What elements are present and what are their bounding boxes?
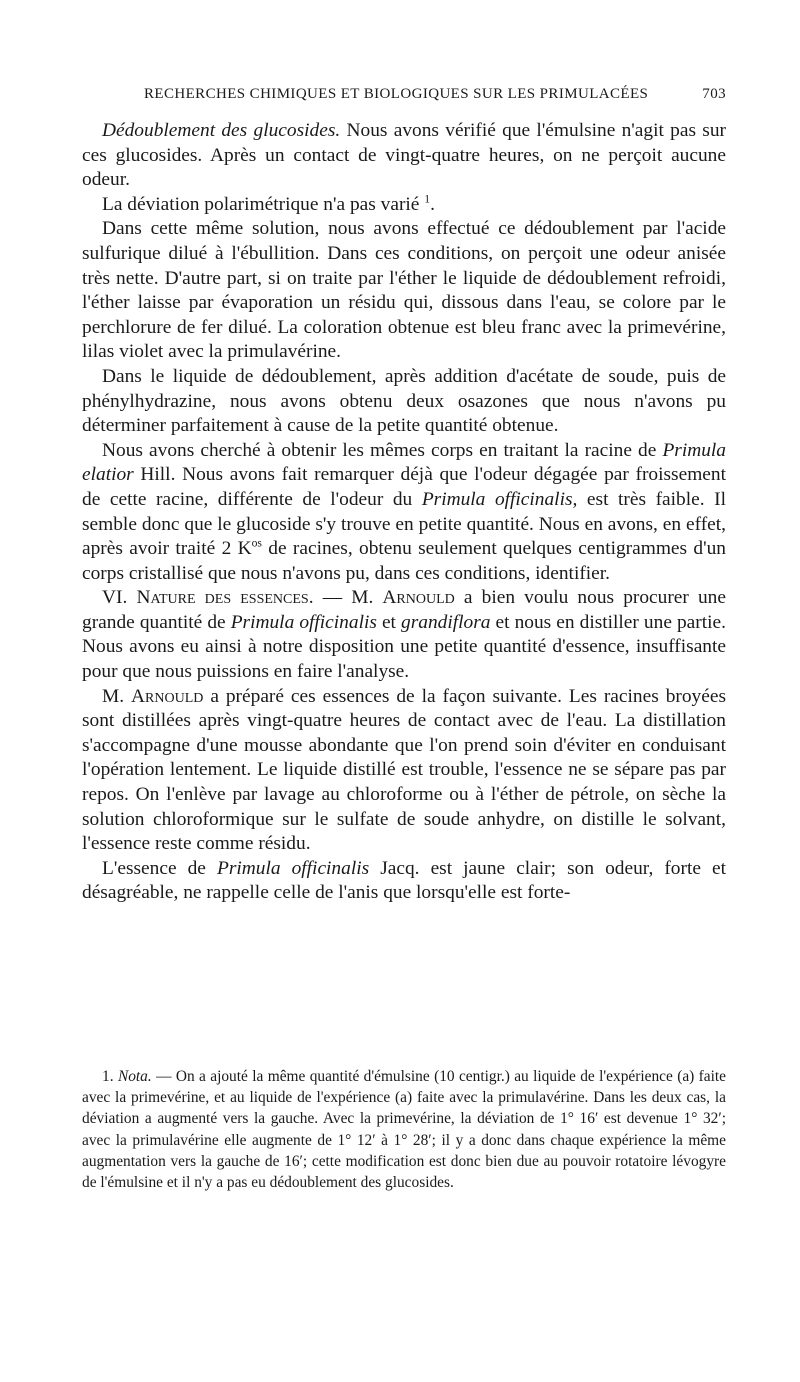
- species-name: Primula officinalis: [230, 611, 377, 633]
- paragraph-text: Hill. Nous avons fait remarquer déjà que l'odeur dégagée par froissement de cette racine, différente de l'odeur du: [82, 464, 726, 510]
- footnote-label: Nota.: [117, 1068, 152, 1085]
- paragraph-text: Dans cette même solution, nous avons effectué ce dédoublement par l'acide sulfurique dilué à l'ébullition. Dans ces conditions, on perçoit une odeur anisée très nette. D'autre part, si on traite par l'éther le liquide de dédoublement refroidi, l'éther laisse par évaporation un résidu qui, dissous dans l'eau, se colore par le perchlorure de fer dilué. La coloration obtenue est bleu franc avec la primevérine, lilas violet avec la primulavérine.: [82, 218, 726, 363]
- paragraph-nature-essences: [82, 586, 726, 684]
- species-name: Primula officinalis: [216, 857, 370, 879]
- page-number: 703: [702, 86, 726, 102]
- paragraph-text: Nous avons vérifié que l'émulsine n'agit pas sur ces glucosides. Après un contact de vingt-quatre heures, on ne perçoit aucune odeur.: [82, 120, 726, 191]
- paragraph-text: et nous en distiller une partie. Nous avons eu ainsi à notre disposition une petite quantité d'essence, insuffisante pour que nous puissions en faire l'analyse.: [82, 611, 726, 683]
- paragraph-text: La déviation polarimétrique n'a pas varié: [102, 193, 420, 215]
- paragraph-text: M.: [102, 685, 132, 707]
- person-name: Arnould: [382, 587, 455, 609]
- section-number: VI.: [102, 587, 137, 609]
- species-name: Primula elatior: [82, 439, 726, 486]
- paragraph-deviation: [82, 193, 726, 218]
- species-name: grandiflora: [401, 611, 491, 633]
- paragraph-text: .: [430, 193, 435, 215]
- paragraph-text: — M.: [313, 587, 383, 609]
- paragraph-text: L'essence de: [102, 857, 217, 879]
- footnote: [82, 1066, 726, 1193]
- section-heading-dedoublement: Dédoublement des glucosides.: [102, 120, 341, 141]
- paragraph-text: de racines, obtenu seulement quelques centigrammes d'un corps cristallisé que nous n'avons pu, dans ces conditions, identifier.: [82, 538, 726, 584]
- paragraph-acid-hydrolysis: [82, 217, 726, 365]
- paragraph-text: est très faible. Il semble donc que le glucoside s'y trouve en petite quantité. Nous en avons, en effet, après avoir traité 2 K: [82, 488, 726, 560]
- paragraph-preparation: [82, 685, 726, 857]
- footnote-number: 1.: [102, 1068, 114, 1085]
- main-text: [82, 119, 726, 906]
- paragraph-text: a bien voulu nous procurer une grande quantité de: [82, 587, 726, 633]
- footnote-text: — On a ajouté la même quantité d'émulsine (10 centigr.) au liquide de l'expérience (a) faite avec la primevérine, et au liquide de l'expérience (a) faite avec la primulavérine. Dans les deux cas, la déviation a augmenté vers la gauche. Avec la primevérine, la déviation de 1° 16′ est devenue 1° 32′; avec la primulavérine elle augmente de 1° 12′ à 1° 28′; il y a donc dans chaque expérience la même augmentation vers la gauche de 16′; cette modification est donc bien due au pouvoir rotatoire lévogyre de l'émulsine et il n'y a pas eu dédoublement des glucosides.: [82, 1068, 726, 1192]
- superscript: os: [251, 536, 262, 550]
- footnote-reference: 1: [424, 192, 431, 206]
- paragraph-dedoublement: [82, 119, 726, 193]
- paragraph-osazones: [82, 365, 726, 439]
- paragraph-text: Jacq. est jaune clair; son odeur, forte et désagréable, ne rappelle celle de l'anis que lorsqu'elle est forte-: [82, 857, 726, 904]
- paragraph-primula-elatior: [82, 439, 726, 587]
- paragraph-text: Dans le liquide de dédoublement, après addition d'acétate de soude, puis de phénylhydrazine, nous avons obtenu deux osazones que nous n'avons pu déterminer parfaitement à cause de la petite quantité obtenue.: [82, 365, 726, 437]
- species-name: Primula officinalis,: [421, 488, 578, 510]
- paragraph-text: et: [376, 611, 402, 633]
- paragraph-text: Nous avons cherché à obtenir les mêmes corps en traitant la racine de: [102, 439, 663, 461]
- running-title: RECHERCHES CHIMIQUES ET BIOLOGIQUES SUR LES PRIMULACÉES: [144, 86, 649, 102]
- paragraph-text: a préparé ces essences de la façon suivante. Les racines broyées sont distillées après vingt-quatre heures de contact avec de l'eau. La distillation s'accompagne d'une mousse abondante que l'on prend soin d'éviter en conduisant l'opération lentement. Le liquide distillé est trouble, l'essence ne se sépare pas par repos. On l'enlève par lavage au chloroforme ou à l'éther de pétrole, on sèche la solution chloroformique sur le sulfate de soude anhydre, on distille le solvant, l'essence reste comme résidu.: [82, 685, 726, 855]
- section-heading-essences: Nature des essences.: [136, 587, 314, 609]
- paragraph-essence-description: [82, 857, 726, 906]
- footnote-paragraph: [82, 1066, 726, 1193]
- person-name: Arnould: [131, 685, 204, 707]
